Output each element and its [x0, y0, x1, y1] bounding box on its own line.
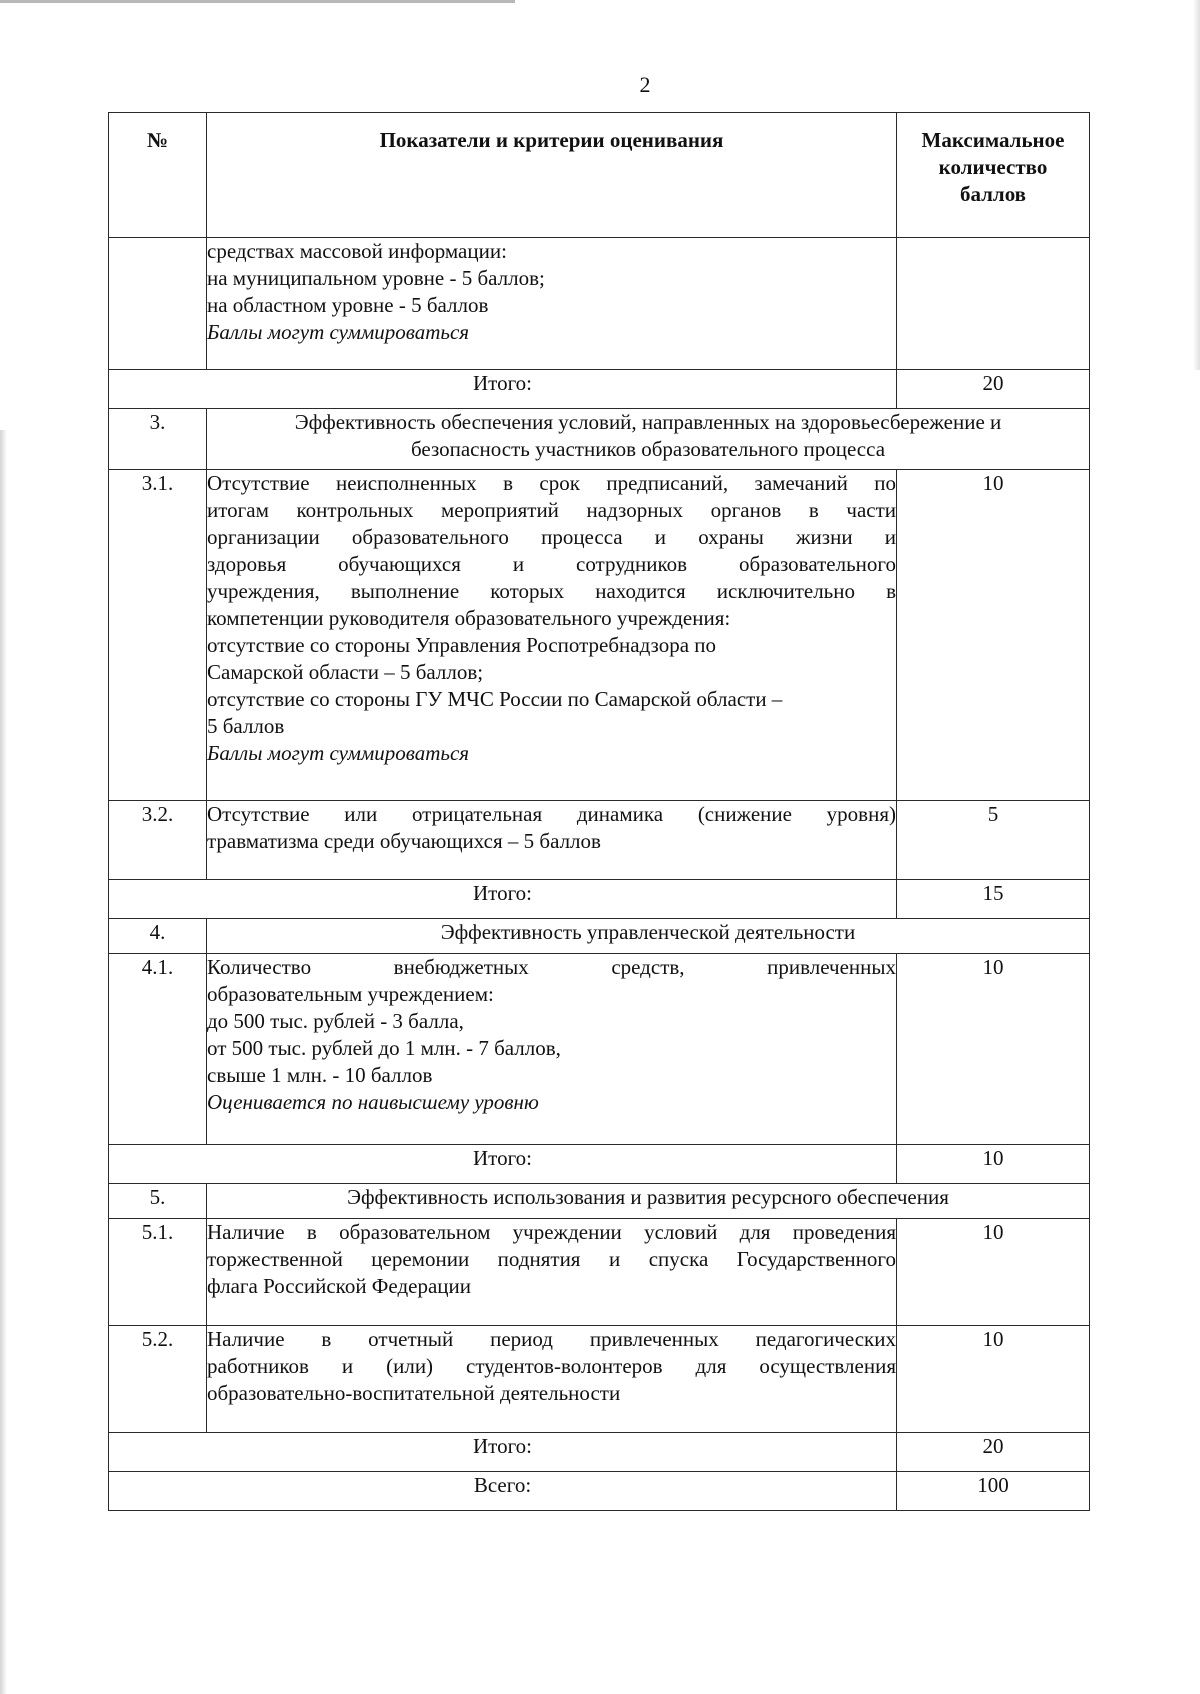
- criteria-line: на областном уровне - 5 баллов: [207, 293, 489, 317]
- criteria-line: Самарской области – 5 баллов;: [207, 660, 484, 684]
- criteria-line: образовательно-воспитательной деятельности: [207, 1381, 621, 1405]
- total-row: [109, 1145, 1090, 1184]
- criteria-line: до 500 тыс. рублей - 3 балла,: [207, 1009, 464, 1033]
- criteria-line: итогам контрольных мероприятий надзорных органов в части: [207, 498, 896, 522]
- total-row: [109, 880, 1090, 919]
- table-row-5-2: [109, 1326, 1090, 1433]
- row-number: 5.2.: [109, 1326, 207, 1433]
- section-title-line: безопасность участников образовательного процесса: [410, 437, 886, 461]
- criteria-line: свыше 1 млн. - 10 баллов: [207, 1063, 433, 1087]
- points-cell: 10: [897, 954, 1090, 1145]
- criteria-line: 5 баллов: [207, 714, 285, 738]
- criteria-note: Баллы могут суммироваться: [207, 741, 470, 765]
- criteria-line: Отсутствие неисполненных в срок предписаний, замечаний по: [207, 471, 896, 495]
- header-max-points: [897, 113, 1090, 238]
- table-header-row: [109, 113, 1090, 238]
- criteria-line: флага Российской Федерации: [207, 1274, 471, 1298]
- points-cell: 10: [897, 1219, 1090, 1326]
- criteria-line: здоровья обучающихся и сотрудников образовательного: [207, 552, 896, 576]
- criteria-cell: [207, 470, 897, 801]
- scan-edge-right: [1193, 0, 1200, 370]
- criteria-line: Наличие в отчетный период привлеченных педагогических: [207, 1327, 896, 1351]
- grand-total-label: Всего:: [109, 1472, 897, 1511]
- total-label: Итого:: [109, 880, 897, 919]
- total-value: 20: [897, 370, 1090, 409]
- header-criteria: Показатели и критерии оценивания: [207, 113, 897, 238]
- section-number: 5.: [109, 1184, 207, 1219]
- section-number: 3.: [109, 409, 207, 470]
- total-label: Итого:: [109, 1433, 897, 1472]
- table-row-3-1: [109, 470, 1090, 801]
- criteria-line: отсутствие со стороны Управления Роспотребнадзора по: [207, 633, 717, 657]
- total-row: [109, 370, 1090, 409]
- criteria-line: образовательным учреждением:: [207, 982, 494, 1006]
- header-max-line: количество: [938, 155, 1048, 179]
- section-number: 4.: [109, 919, 207, 954]
- total-row: [109, 1433, 1090, 1472]
- total-value: 20: [897, 1433, 1090, 1472]
- section-row-4: [109, 919, 1090, 954]
- section-row-5: [109, 1184, 1090, 1219]
- criteria-line: от 500 тыс. рублей до 1 млн. - 7 баллов,: [207, 1036, 561, 1060]
- criteria-note: Баллы могут суммироваться: [207, 320, 470, 344]
- total-value: 10: [897, 1145, 1090, 1184]
- criteria-line: Наличие в образовательном учреждении условий для проведения: [207, 1220, 896, 1244]
- criteria-cell: [207, 801, 897, 880]
- points-cell: 10: [897, 1326, 1090, 1433]
- header-max-line: баллов: [959, 182, 1027, 206]
- section-title: Эффективность управленческой деятельности: [207, 919, 1090, 954]
- row-number: 4.1.: [109, 954, 207, 1145]
- table-row-continuation: [109, 238, 1090, 370]
- row-number: [109, 238, 207, 370]
- total-label: Итого:: [109, 1145, 897, 1184]
- criteria-line: травматизма среди обучающихся – 5 баллов: [207, 829, 601, 853]
- table-row-4-1: [109, 954, 1090, 1145]
- criteria-note: Оценивается по наивысшему уровню: [207, 1090, 539, 1114]
- scan-border-top: [0, 0, 515, 3]
- criteria-line: торжественной церемонии поднятия и спуска Государственного: [207, 1247, 896, 1271]
- criteria-cell: [207, 238, 897, 370]
- grand-total-row: [109, 1472, 1090, 1511]
- row-number: 3.2.: [109, 801, 207, 880]
- points-cell: 10: [897, 470, 1090, 801]
- scan-edge-left: [0, 430, 7, 1694]
- row-number: 5.1.: [109, 1219, 207, 1326]
- criteria-line: Отсутствие или отрицательная динамика (снижение уровня): [207, 802, 896, 826]
- criteria-line: организации образовательного процесса и охраны жизни и: [207, 525, 896, 549]
- points-cell: 5: [897, 801, 1090, 880]
- table-row-5-1: [109, 1219, 1090, 1326]
- criteria-line: компетенции руководителя образовательного учреждения:: [207, 606, 731, 630]
- points-cell: [897, 238, 1090, 370]
- total-value: 15: [897, 880, 1090, 919]
- criteria-line: Количество внебюджетных средств, привлеченных: [207, 955, 896, 979]
- criteria-line: работников и (или) студентов-волонтеров для осуществления: [207, 1354, 896, 1378]
- criteria-cell: [207, 1219, 897, 1326]
- criteria-cell: [207, 1326, 897, 1433]
- section-title: [207, 409, 1090, 470]
- criteria-table: [108, 112, 1090, 1511]
- section-title: Эффективность использования и развития ресурсного обеспечения: [207, 1184, 1090, 1219]
- criteria-line: учреждения, выполнение которых находится исключительно в: [207, 579, 896, 603]
- grand-total-value: 100: [897, 1472, 1090, 1511]
- row-number: 3.1.: [109, 470, 207, 801]
- criteria-line: на муниципальном уровне - 5 баллов;: [207, 266, 545, 290]
- page-number: 2: [639, 72, 651, 97]
- section-title-line: Эффективность обеспечения условий, направленных на здоровьесбережение и: [294, 410, 1002, 434]
- table-row-3-2: [109, 801, 1090, 880]
- total-label: Итого:: [109, 370, 897, 409]
- section-row-3: [109, 409, 1090, 470]
- criteria-line: средствах массовой информации:: [207, 239, 507, 263]
- criteria-cell: [207, 954, 897, 1145]
- header-max-line: Максимальное: [921, 128, 1065, 152]
- header-number: №: [109, 113, 207, 238]
- criteria-line: отсутствие со стороны ГУ МЧС России по Самарской области –: [207, 687, 783, 711]
